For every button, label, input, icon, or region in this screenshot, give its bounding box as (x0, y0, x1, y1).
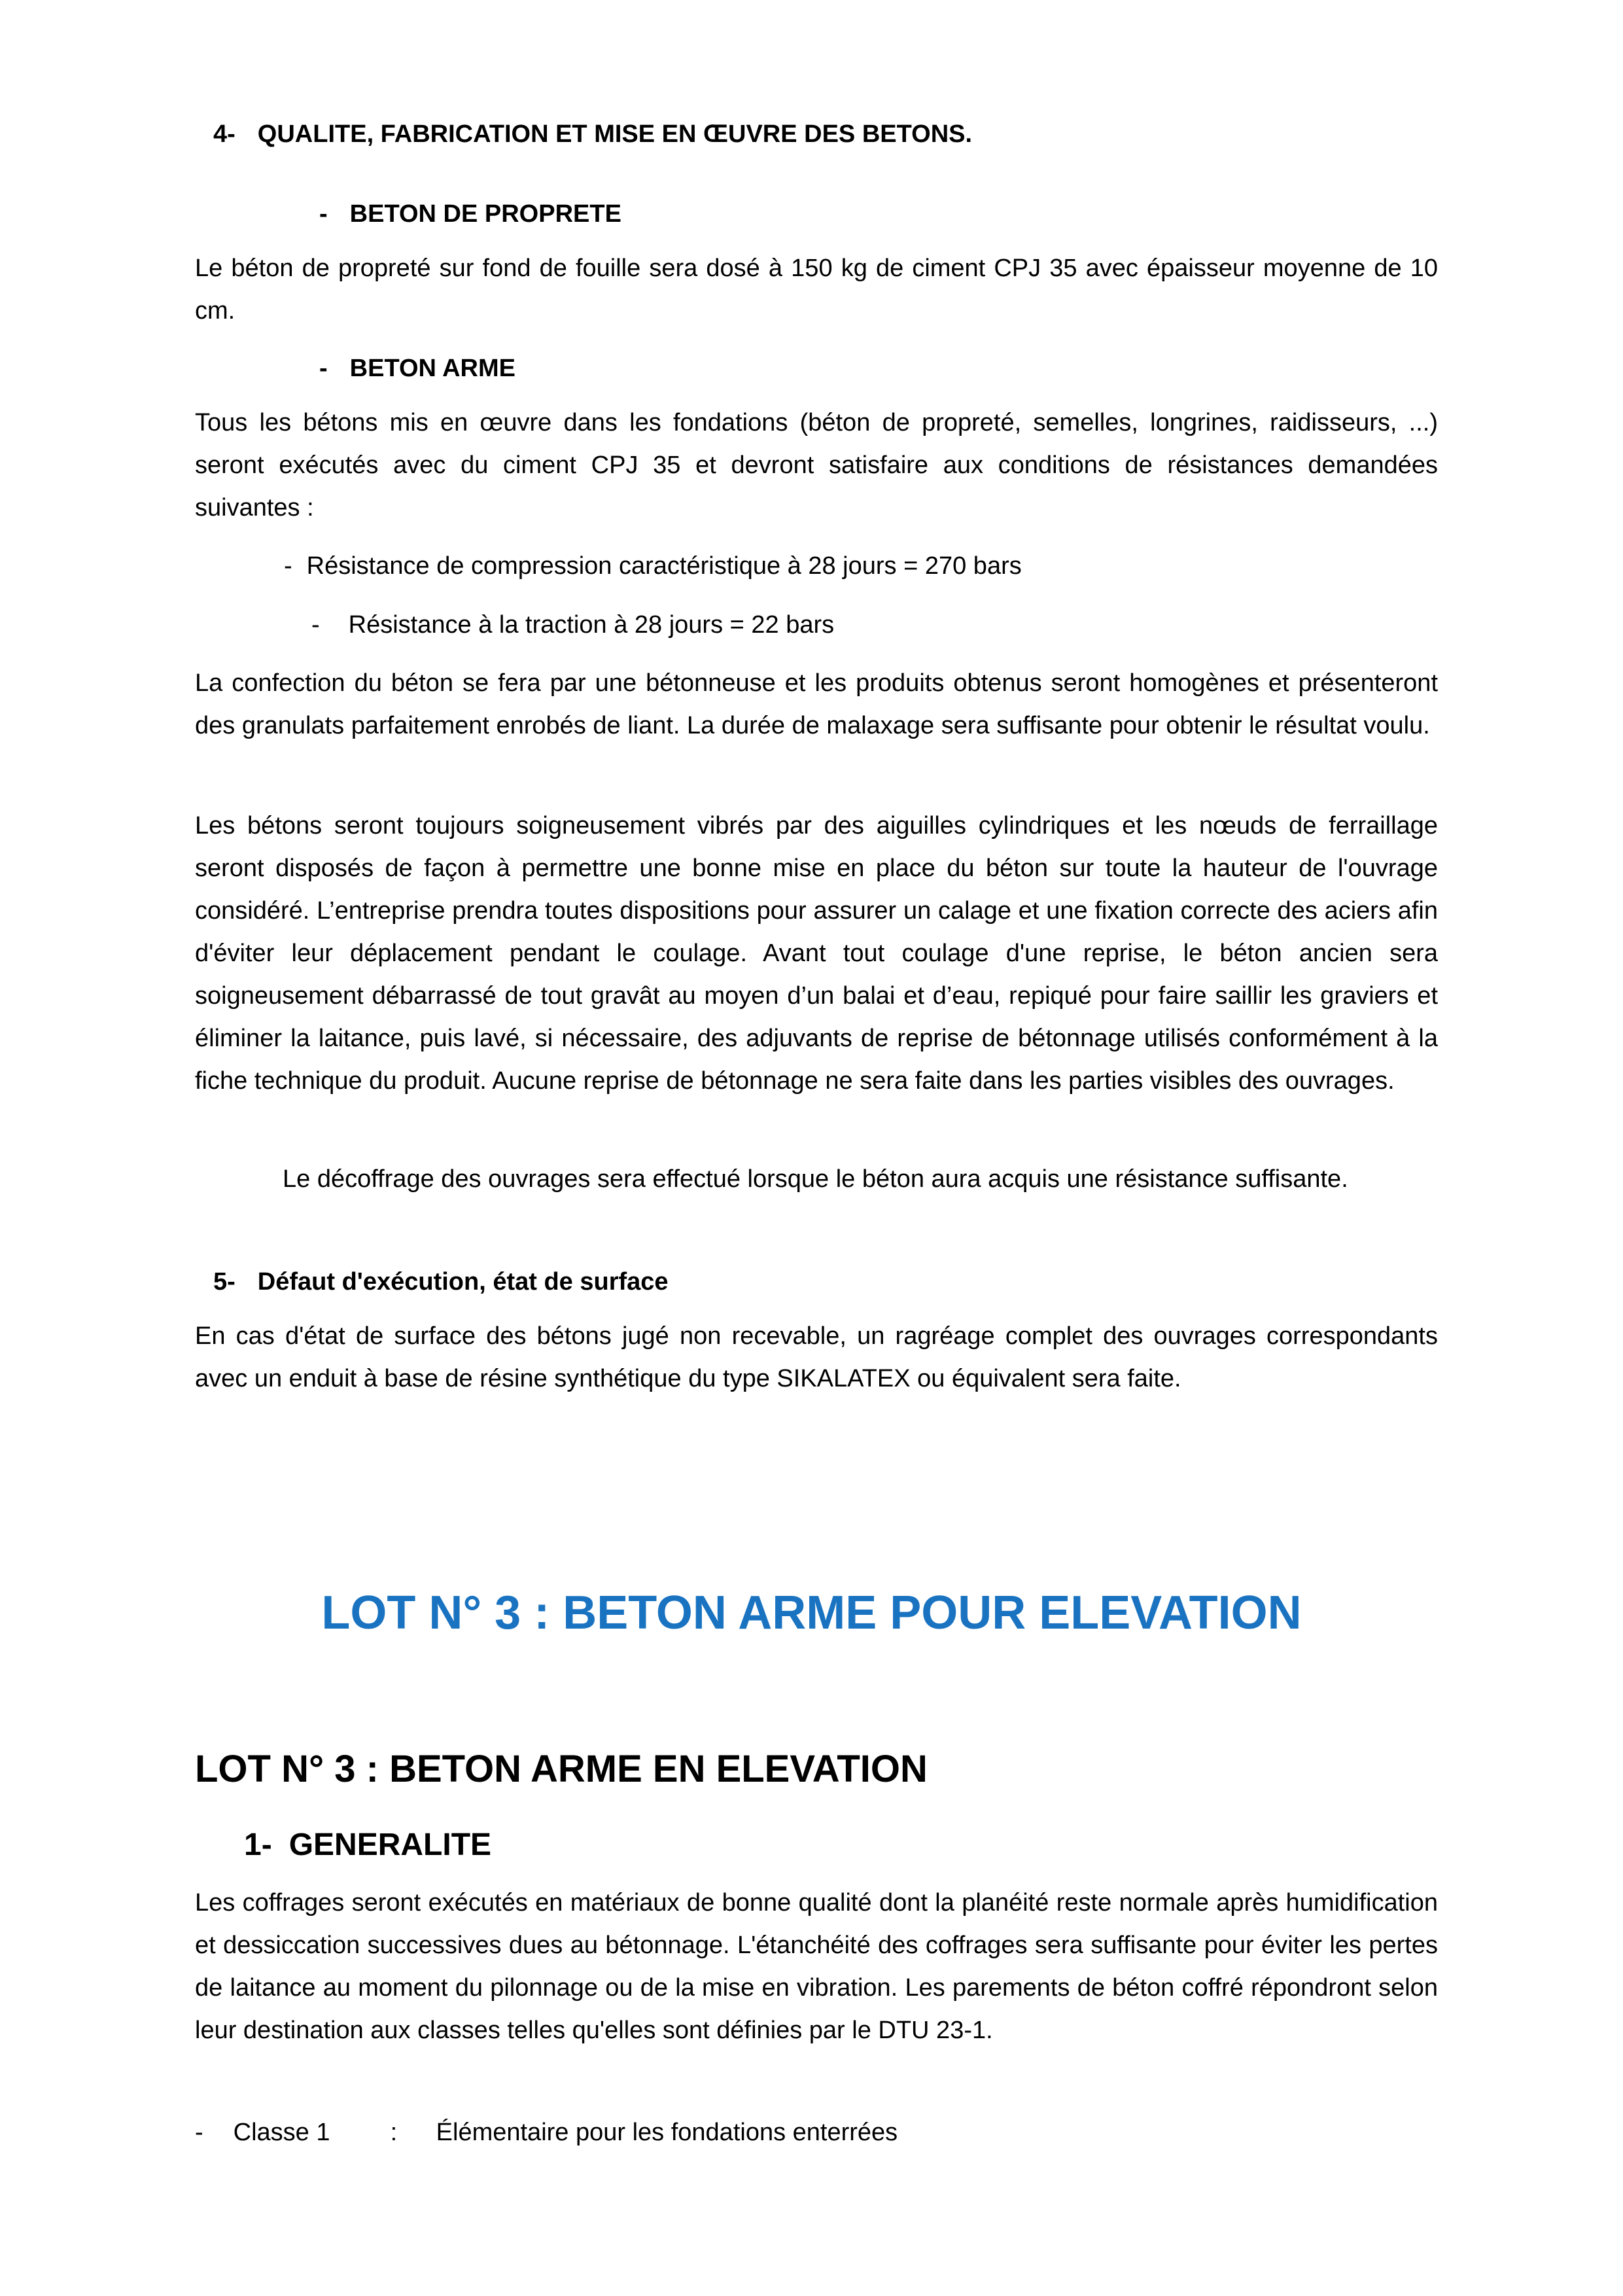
confection-paragraph: La confection du béton se fera par une bétonneuse et les produits obtenus seront homogènes et présenteront des granulats parfaitement enrobés de liant. La durée de malaxage sera suffisante pour obtenir le résultat voulu. (195, 669, 1438, 739)
section-4-title: QUALITE, FABRICATION ET MISE EN ŒUVRE DES BETONS. (257, 120, 973, 148)
beton-proprete-title: BETON DE PROPRETE (349, 200, 621, 228)
bullet-dash: - (311, 611, 320, 639)
classe-dash: - (195, 2119, 203, 2146)
lot-3-sub-title: LOT N° 3 : BETON ARME EN ELEVATION (195, 1748, 928, 1790)
section-5-title: Défaut d'exécution, état de surface (257, 1268, 669, 1296)
bullet-traction (311, 609, 834, 641)
section-4-number: 4- (213, 120, 236, 148)
classe-1-item (195, 2116, 898, 2149)
classe-label: Classe 1 (233, 2119, 330, 2146)
heading-dash: - (319, 355, 328, 382)
vibres-paragraph: Les bétons seront toujours soigneusement vibrés par des aiguilles cylindriques et les nœuds de ferraillage seront disposés de façon à permettre une bonne mise en place du béton sur toute la hauteur de l'ouvrage considéré. L’entreprise prendra toutes dispositions pour assurer un calage et une fixation correcte des aciers afin d'éviter leur déplacement pendant le coulage. Avant tout coulage d'une reprise, le béton ancien sera soigneusement débarrassé de tout gravât au moyen d’un balai et d’eau, repiqué pour faire saillir les graviers et éliminer la laitance, puis lavé, si nécessaire, des adjuvants de reprise de bétonnage utilisés conformément à la fiche technique du produit. Aucune reprise de bétonnage ne sera faite dans les parties visibles des ouvrages. (195, 812, 1438, 1095)
bullet-compression-text: Résistance de compression caractéristique à 28 jours = 270 bars (306, 552, 1022, 580)
beton-arme-paragraph: Tous les bétons mis en œuvre dans les fondations (béton de propreté, semelles, longrines, raidisseurs, ...) seront exécutés avec du ciment CPJ 35 et devront satisfaire aux conditions de résistances demandées suivantes : (195, 409, 1438, 521)
section-5-paragraph: En cas d'état de surface des bétons jugé non recevable, un ragréage complet des ouvrages correspondants avec un enduit à base de résine synthétique du type SIKALATEX ou équivalent sera faite. (195, 1322, 1438, 1392)
bullet-traction-text: Résistance à la traction à 28 jours = 22 bars (348, 611, 835, 639)
bullet-dash: - (284, 552, 292, 580)
section-5-heading (213, 1265, 669, 1298)
classe-description: Élémentaire pour les fondations enterrées (436, 2119, 898, 2146)
generalite-paragraph: Les coffrages seront exécutés en matériaux de bonne qualité dont la planéité reste normale après humidification et dessiccation successives dues au bétonnage. L'étanchéité des coffrages sera suffisante pour éviter les pertes de laitance au moment du pilonnage ou de la mise en vibration. Les parements de béton coffré répondront selon leur destination aux classes telles qu'elles sont définies par le DTU 23-1. (195, 1889, 1438, 2044)
heading-dash: - (319, 200, 328, 228)
section-5-number: 5- (213, 1268, 236, 1296)
beton-proprete-paragraph: Le béton de propreté sur fond de fouille sera dosé à 150 kg de ciment CPJ 35 avec épaisseur moyenne de 10 cm. (195, 255, 1438, 325)
classe-colon: : (390, 2119, 398, 2146)
decoffrage-paragraph: Le décoffrage des ouvrages sera effectué lorsque le béton aura acquis une résistance suffisante. (283, 1165, 1348, 1193)
section-4-heading (213, 118, 972, 150)
beton-arme-title: BETON ARME (349, 355, 516, 382)
beton-proprete-heading (319, 198, 621, 230)
lot-3-main-title: LOT N° 3 : BETON ARME POUR ELEVATION (321, 1587, 1302, 1639)
beton-arme-heading (319, 352, 515, 385)
generalite-number: 1- (244, 1828, 272, 1862)
generalite-heading (244, 1826, 491, 1865)
bullet-compression (284, 550, 1022, 582)
generalite-title: GENERALITE (288, 1828, 492, 1862)
